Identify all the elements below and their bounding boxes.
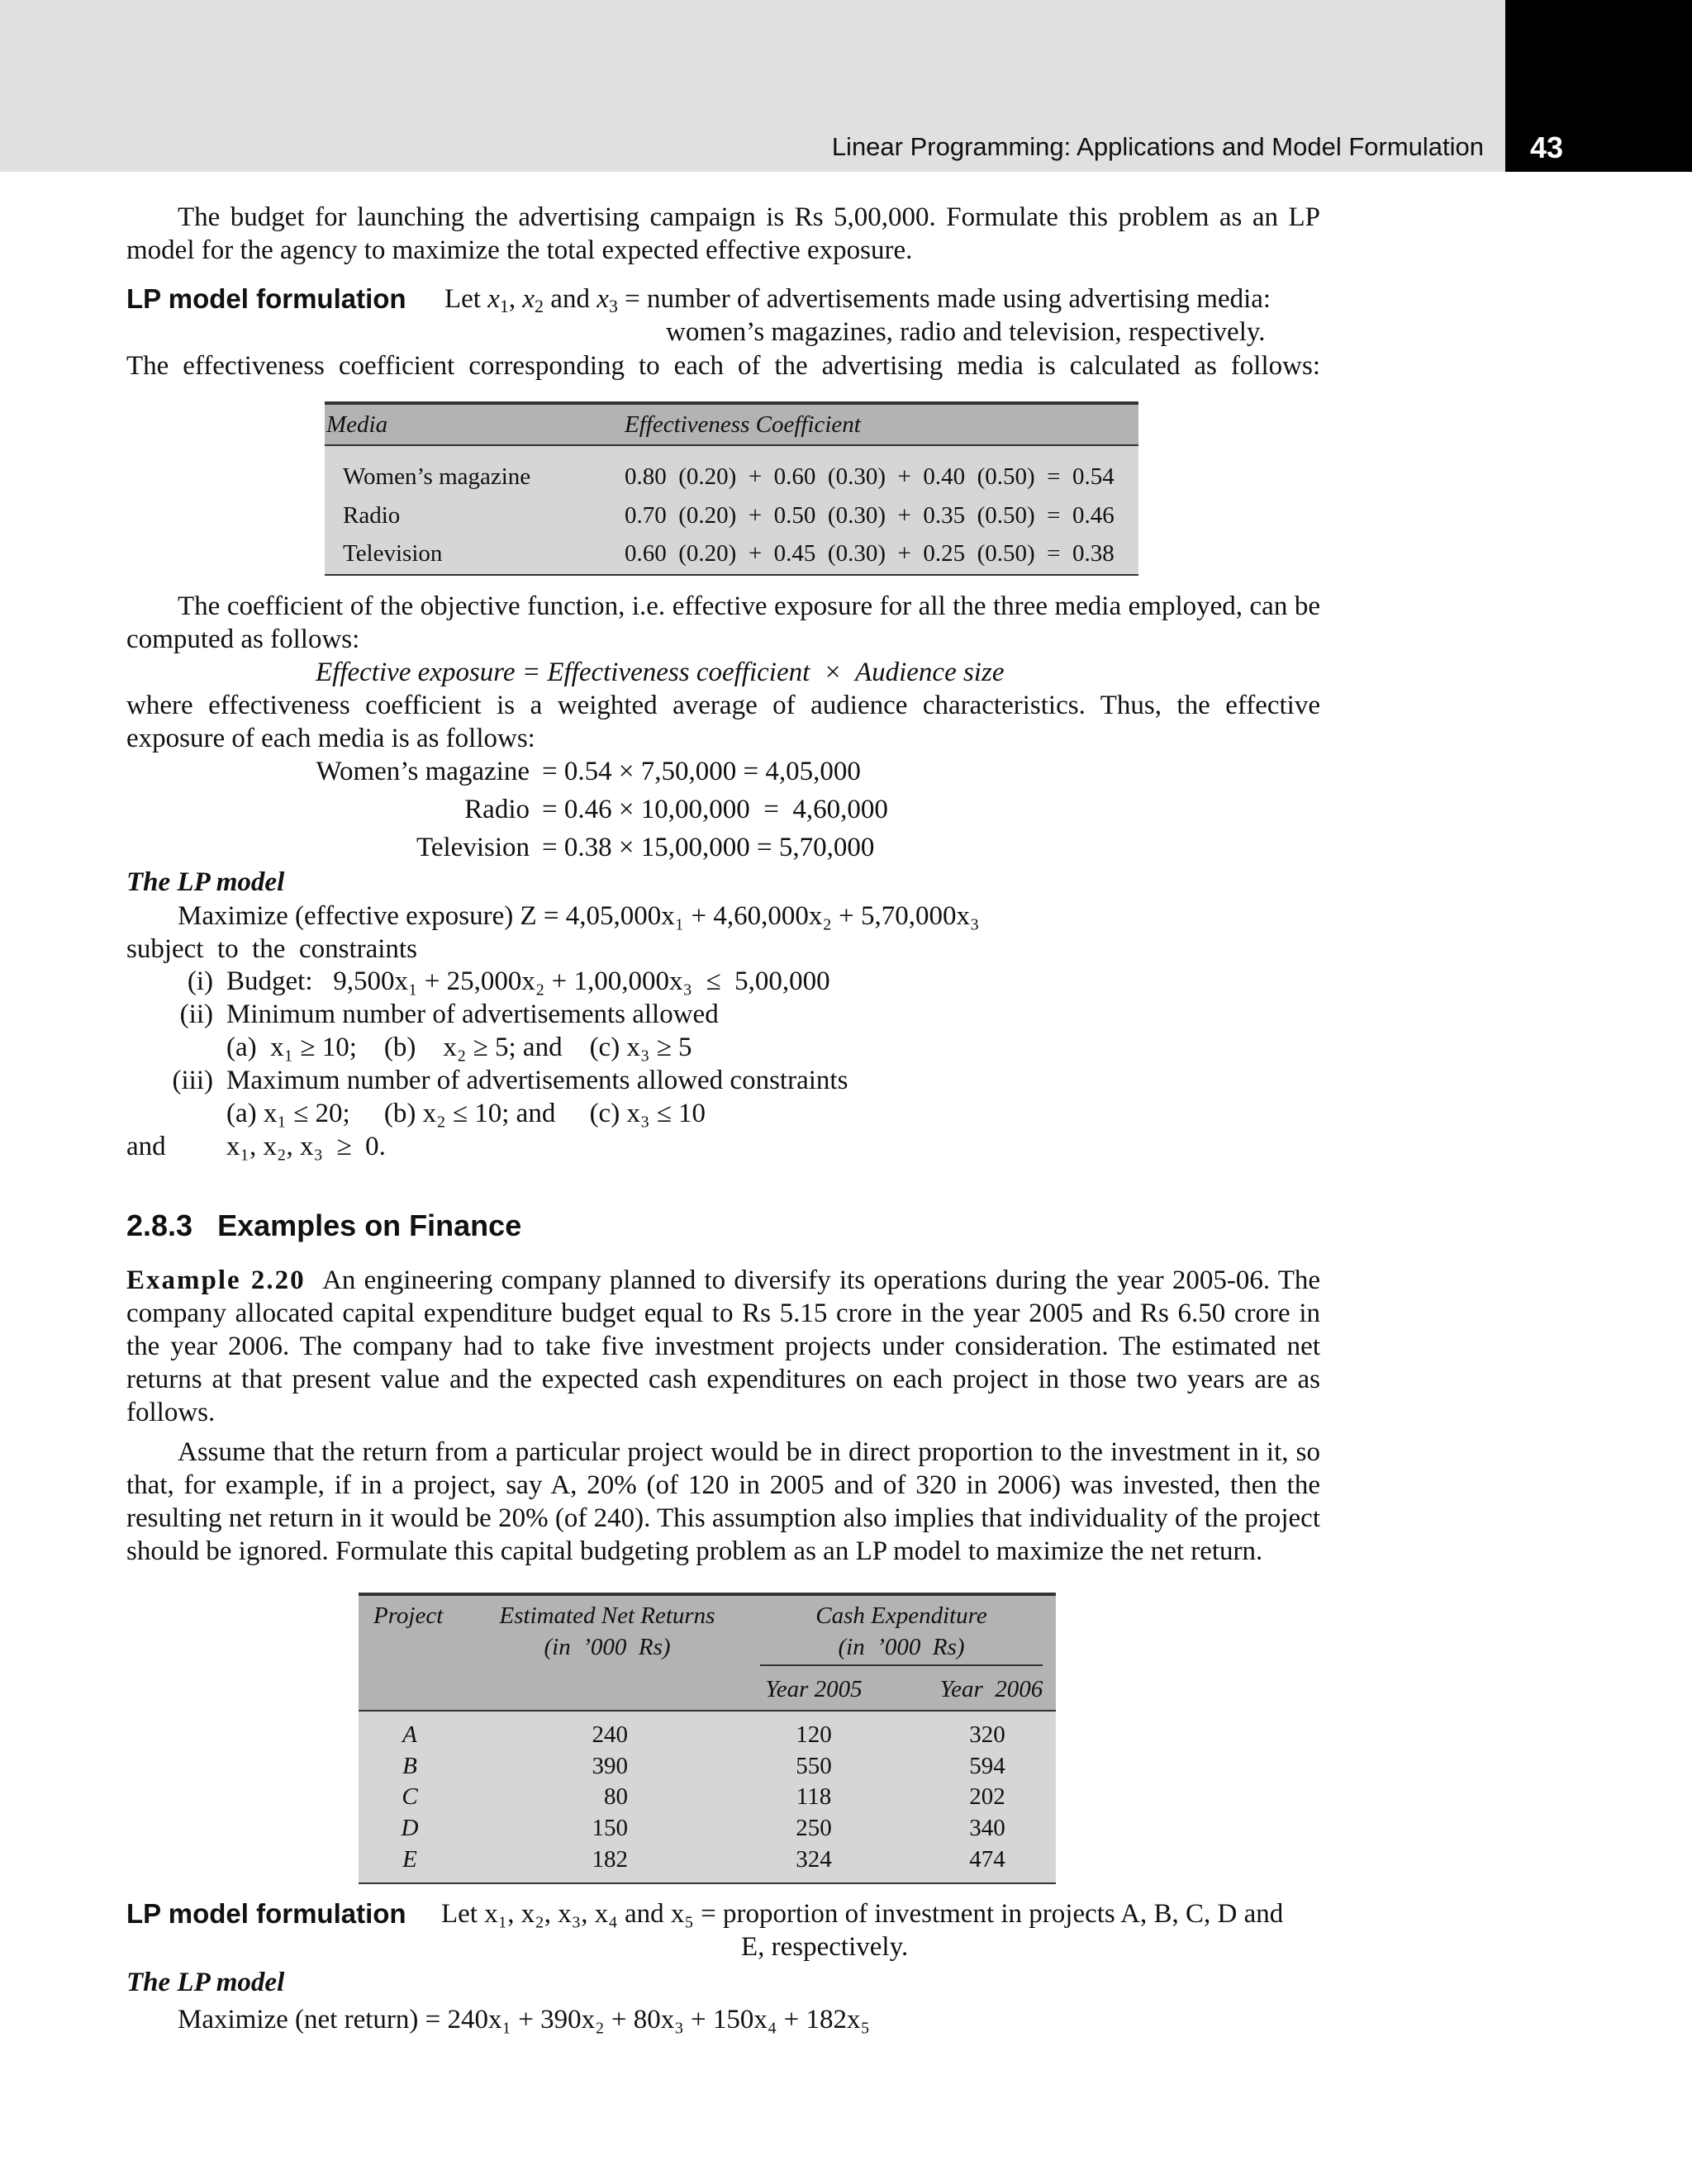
- section-heading: 2.8.3 Examples on Finance: [126, 1208, 522, 1242]
- exposure-value: = 0.46 × 10,00,000 = 4,60,000: [542, 795, 888, 824]
- header-project: Project: [373, 1602, 444, 1629]
- header-year-2005: Year 2005: [765, 1676, 863, 1702]
- cash-2006: 202: [969, 1783, 1005, 1810]
- constraint-number: (iii): [172, 1066, 213, 1095]
- table-header-media: Media: [326, 411, 388, 438]
- model-objective: Maximize (net return) = 240x₁ + 390x₂ + 80x₃ + 150x₄ + 182x₅: [178, 2005, 870, 2034]
- constraint-number: (i): [187, 966, 213, 996]
- cash-2006: 594: [969, 1753, 1005, 1779]
- project-id: B: [402, 1753, 417, 1779]
- model-title: The LP model: [126, 867, 285, 897]
- table-head-rule: [359, 1710, 1056, 1712]
- exposure-label: Women’s magazine: [316, 757, 530, 786]
- net-return: 150: [592, 1815, 628, 1841]
- constraint-budget: Budget: 9,500x₁ + 25,000x₂ + 1,00,000x₃ ≤ 5,00,000: [226, 966, 830, 996]
- table-cell: Radio: [343, 502, 401, 529]
- example-paragraph: [126, 1264, 1320, 1429]
- constraint-maximum: Maximum number of advertisements allowed constraints: [226, 1066, 848, 1095]
- cash-2005: 118: [796, 1783, 832, 1810]
- lp-formulation-cont: women’s magazines, radio and television, respectively.: [666, 317, 1266, 347]
- table-header-coefficient: Effectiveness Coefficient: [625, 411, 861, 438]
- example-label: Example 2.20: [126, 1265, 306, 1295]
- paragraph-budget: The budget for launching the advertising campaign is Rs 5,00,000. Formulate this problem as an LP model for the agency to maximize the total expected effective exposure.: [126, 202, 1320, 265]
- net-return: 80: [604, 1783, 628, 1810]
- lp-formulation-label: LP model formulation: [126, 283, 406, 314]
- net-return: 182: [592, 1846, 628, 1873]
- constraint-and: and: [126, 1132, 166, 1161]
- project-id: E: [402, 1846, 417, 1873]
- project-id: C: [402, 1783, 418, 1810]
- formula-effective-exposure: Effective exposure = Effectiveness coefficient × Audience size: [316, 658, 1005, 687]
- constraint-minimum: Minimum number of advertisements allowed: [226, 999, 719, 1029]
- header-cash: Cash Expenditure: [815, 1602, 987, 1629]
- exposure-label: Television: [416, 833, 530, 862]
- assumption-paragraph: Assume that the return from a particular project would be in direct proportion to the investment in it, so that, for example, if in a project, say A, 20% (of 120 in 2005 and of 320 in 2006) was invested, then the resulting net return in it would be 20% (of 240). This assumption also implies that individuality of the project should be ignored. Formulate this capital budgeting problem as an LP model to maximize the net return.: [126, 1437, 1320, 1566]
- table-cell: Television: [343, 540, 443, 567]
- lp-formulation-let: Let x₁, x₂, x₃, x₄ and x₅ = proportion of investment in projects A, B, C, D and: [441, 1899, 1284, 1929]
- lp-formulation-cont: E, respectively.: [741, 1932, 909, 1962]
- cash-2005: 324: [796, 1846, 832, 1873]
- cash-2005: 550: [796, 1753, 832, 1779]
- model-subject: subject to the constraints: [126, 934, 417, 964]
- paragraph-coefficient: The coefficient of the objective function, i.e. effective exposure for all the three media employed, can be computed as follows:: [126, 591, 1320, 654]
- exposure-label: Radio: [464, 795, 530, 824]
- table-bottom-rule: [325, 574, 1138, 576]
- table-cell: Women’s magazine: [343, 463, 531, 490]
- cash-2005: 250: [796, 1815, 832, 1841]
- table-cell: 0.80 (0.20) + 0.60 (0.30) + 0.40 (0.50) = 0.54: [625, 463, 1115, 490]
- cash-subheader-rule: [760, 1664, 1043, 1666]
- table-cell: 0.70 (0.20) + 0.50 (0.30) + 0.35 (0.50) = 0.46: [625, 502, 1115, 529]
- table-bottom-rule: [359, 1883, 1056, 1884]
- page-number: 43: [1530, 131, 1564, 164]
- header-cash-unit: (in ’000 Rs): [838, 1634, 965, 1660]
- exposure-value: = 0.38 × 15,00,000 = 5,70,000: [542, 833, 875, 862]
- cash-2006: 474: [969, 1846, 1005, 1873]
- paragraph-where: where effectiveness coefficient is a weighted average of audience characteristics. Thus, the effective exposure of each media is as follows:: [126, 691, 1320, 753]
- header-returns-unit: (in ’000 Rs): [544, 1634, 671, 1660]
- net-return: 390: [592, 1753, 628, 1779]
- paragraph-effectiveness: The effectiveness coefficient corresponding to each of the advertising media is calculated as follows:: [126, 351, 1320, 381]
- model-title: The LP model: [126, 1968, 285, 1997]
- constraint-maximum-values: (a) x₁ ≤ 20; (b) x₂ ≤ 10; and (c) x₃ ≤ 10: [226, 1099, 706, 1128]
- model-objective: Maximize (effective exposure) Z = 4,05,000x₁ + 4,60,000x₂ + 5,70,000x₃: [178, 901, 980, 931]
- header-year-2006: Year 2006: [939, 1676, 1043, 1702]
- exposure-value: = 0.54 × 7,50,000 = 4,05,000: [542, 757, 861, 786]
- running-header: Linear Programming: Applications and Model Formulation: [831, 132, 1484, 161]
- project-id: D: [401, 1815, 419, 1841]
- table-cell: 0.60 (0.20) + 0.45 (0.30) + 0.25 (0.50) = 0.38: [625, 540, 1115, 567]
- constraint-minimum-values: (a) x₁ ≥ 10; (b) x₂ ≥ 5; and (c) x₃ ≥ 5: [226, 1033, 692, 1062]
- table-head-rule: [325, 444, 1138, 446]
- example-text: An engineering company planned to diversify its operations during the year 2005-06. The company allocated capital expenditure budget equal to Rs 5.15 crore in the year 2005 and Rs 6.50 crore in the year 2006. The company had to take five investment projects under consideration. The estimated net returns at that present value and the expected cash expenditures on each project in those two years are as follows.: [126, 1265, 1321, 1427]
- header-returns: Estimated Net Returns: [499, 1602, 715, 1629]
- project-id: A: [402, 1721, 417, 1748]
- table-top-rule: [325, 401, 1138, 405]
- constraint-number: (ii): [179, 999, 213, 1029]
- lp-formulation-let: Let $x_1$, $x_2$ and $x_3$ = number of advertisements made using advertising media:: [444, 284, 1271, 316]
- lp-formulation-label: LP model formulation: [126, 1898, 406, 1929]
- net-return: 240: [592, 1721, 628, 1748]
- constraint-nonnegativity: x₁, x₂, x₃ ≥ 0.: [226, 1132, 386, 1161]
- table-top-rule: [359, 1593, 1056, 1596]
- cash-2005: 120: [796, 1721, 832, 1748]
- cash-2006: 320: [969, 1721, 1005, 1748]
- cash-2006: 340: [969, 1815, 1005, 1841]
